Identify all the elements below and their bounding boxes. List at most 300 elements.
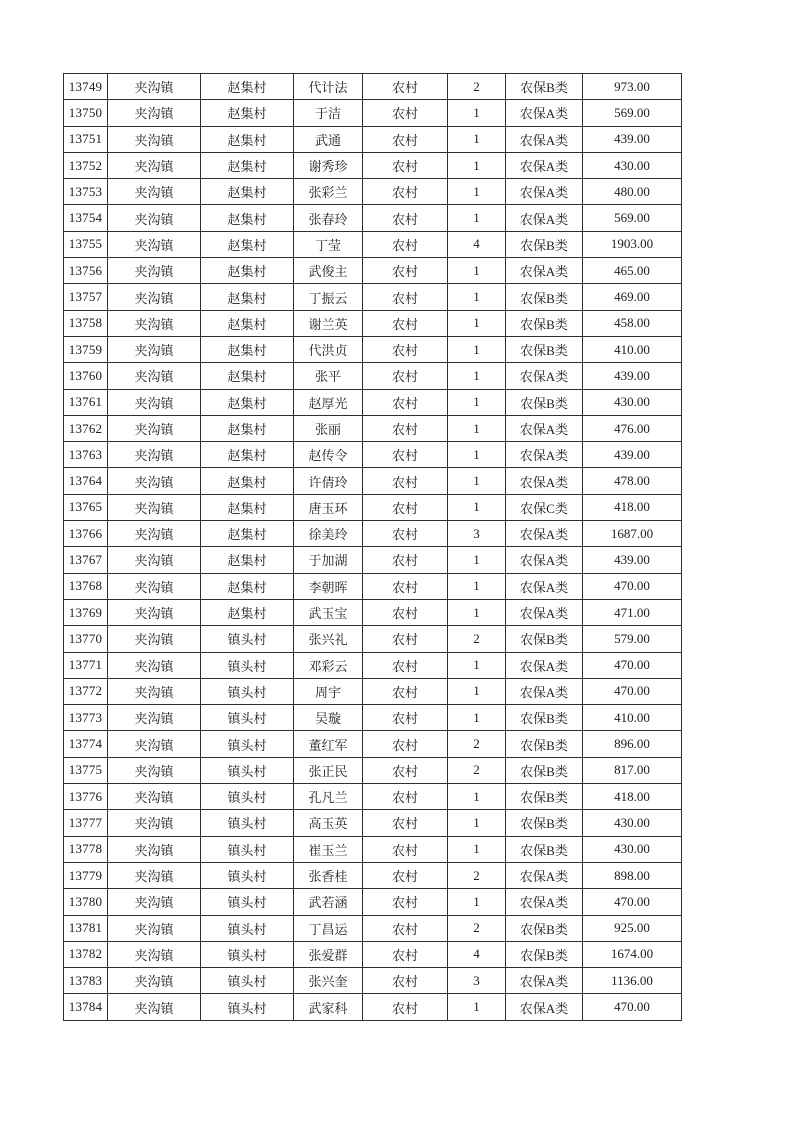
cell-town: 夹沟镇 (108, 284, 201, 310)
cell-town: 夹沟镇 (108, 626, 201, 652)
cell-town: 夹沟镇 (108, 126, 201, 152)
table-row (64, 941, 682, 967)
cell-serial-number: 13762 (64, 415, 108, 441)
cell-residence-type: 农村 (363, 336, 448, 362)
cell-amount: 1903.00 (583, 231, 682, 257)
table-row (64, 889, 682, 915)
cell-person-name: 董红军 (294, 731, 363, 757)
table-row (64, 678, 682, 704)
benefit-roster-table (63, 73, 682, 1021)
cell-town: 夹沟镇 (108, 442, 201, 468)
table-row (64, 599, 682, 625)
table-row (64, 468, 682, 494)
cell-village: 赵集村 (201, 310, 294, 336)
cell-person-count: 1 (448, 363, 506, 389)
cell-person-name: 张香桂 (294, 862, 363, 888)
cell-village: 赵集村 (201, 205, 294, 231)
cell-serial-number: 13784 (64, 994, 108, 1020)
cell-person-count: 1 (448, 442, 506, 468)
cell-person-count: 1 (448, 468, 506, 494)
cell-person-name: 丁振云 (294, 284, 363, 310)
cell-town: 夹沟镇 (108, 258, 201, 284)
cell-residence-type: 农村 (363, 494, 448, 520)
cell-person-name: 武若涵 (294, 889, 363, 915)
cell-serial-number: 13782 (64, 941, 108, 967)
cell-person-name: 武玉宝 (294, 599, 363, 625)
cell-person-count: 4 (448, 941, 506, 967)
table-row (64, 652, 682, 678)
cell-residence-type: 农村 (363, 652, 448, 678)
cell-amount: 410.00 (583, 336, 682, 362)
cell-serial-number: 13753 (64, 179, 108, 205)
cell-person-count: 1 (448, 415, 506, 441)
cell-town: 夹沟镇 (108, 310, 201, 336)
cell-town: 夹沟镇 (108, 389, 201, 415)
cell-serial-number: 13783 (64, 968, 108, 994)
cell-insurance-class: 农保A类 (506, 573, 583, 599)
cell-village: 赵集村 (201, 74, 294, 100)
cell-amount: 418.00 (583, 494, 682, 520)
cell-serial-number: 13774 (64, 731, 108, 757)
cell-insurance-class: 农保B类 (506, 336, 583, 362)
cell-amount: 439.00 (583, 442, 682, 468)
table-row (64, 968, 682, 994)
cell-residence-type: 农村 (363, 547, 448, 573)
cell-person-count: 3 (448, 968, 506, 994)
cell-person-name: 武俊主 (294, 258, 363, 284)
cell-person-count: 3 (448, 521, 506, 547)
cell-residence-type: 农村 (363, 74, 448, 100)
cell-serial-number: 13776 (64, 784, 108, 810)
cell-serial-number: 13758 (64, 310, 108, 336)
cell-town: 夹沟镇 (108, 179, 201, 205)
cell-residence-type: 农村 (363, 994, 448, 1020)
cell-insurance-class: 农保A类 (506, 100, 583, 126)
cell-serial-number: 13780 (64, 889, 108, 915)
cell-person-count: 2 (448, 862, 506, 888)
cell-amount: 579.00 (583, 626, 682, 652)
cell-insurance-class: 农保A类 (506, 126, 583, 152)
cell-town: 夹沟镇 (108, 74, 201, 100)
cell-insurance-class: 农保B类 (506, 705, 583, 731)
cell-serial-number: 13772 (64, 678, 108, 704)
cell-town: 夹沟镇 (108, 889, 201, 915)
table-row (64, 862, 682, 888)
cell-person-name: 张彩兰 (294, 179, 363, 205)
table-row (64, 705, 682, 731)
cell-village: 赵集村 (201, 126, 294, 152)
cell-person-name: 邓彩云 (294, 652, 363, 678)
cell-insurance-class: 农保A类 (506, 968, 583, 994)
cell-amount: 439.00 (583, 363, 682, 389)
cell-village: 镇头村 (201, 915, 294, 941)
cell-residence-type: 农村 (363, 626, 448, 652)
cell-serial-number: 13755 (64, 231, 108, 257)
cell-serial-number: 13760 (64, 363, 108, 389)
cell-person-count: 4 (448, 231, 506, 257)
cell-village: 赵集村 (201, 599, 294, 625)
cell-amount: 430.00 (583, 152, 682, 178)
cell-town: 夹沟镇 (108, 678, 201, 704)
cell-person-count: 1 (448, 836, 506, 862)
cell-person-name: 张爱群 (294, 941, 363, 967)
cell-serial-number: 13779 (64, 862, 108, 888)
cell-village: 赵集村 (201, 336, 294, 362)
cell-insurance-class: 农保B类 (506, 915, 583, 941)
cell-village: 赵集村 (201, 231, 294, 257)
cell-village: 赵集村 (201, 258, 294, 284)
cell-person-count: 1 (448, 678, 506, 704)
cell-person-name: 高玉英 (294, 810, 363, 836)
cell-amount: 476.00 (583, 415, 682, 441)
cell-person-count: 1 (448, 652, 506, 678)
table-row (64, 915, 682, 941)
cell-person-count: 1 (448, 179, 506, 205)
table-row (64, 731, 682, 757)
cell-village: 赵集村 (201, 179, 294, 205)
cell-person-count: 2 (448, 626, 506, 652)
table-row (64, 810, 682, 836)
cell-person-count: 1 (448, 494, 506, 520)
cell-residence-type: 农村 (363, 284, 448, 310)
cell-serial-number: 13757 (64, 284, 108, 310)
cell-person-count: 1 (448, 573, 506, 599)
cell-residence-type: 农村 (363, 915, 448, 941)
cell-person-count: 1 (448, 336, 506, 362)
cell-person-name: 丁昌运 (294, 915, 363, 941)
cell-insurance-class: 农保A类 (506, 363, 583, 389)
cell-person-count: 1 (448, 284, 506, 310)
cell-town: 夹沟镇 (108, 915, 201, 941)
cell-village: 镇头村 (201, 757, 294, 783)
cell-village: 镇头村 (201, 862, 294, 888)
cell-person-count: 1 (448, 810, 506, 836)
table-row (64, 573, 682, 599)
cell-person-count: 1 (448, 100, 506, 126)
table-row (64, 784, 682, 810)
cell-serial-number: 13766 (64, 521, 108, 547)
cell-serial-number: 13778 (64, 836, 108, 862)
cell-person-name: 唐玉环 (294, 494, 363, 520)
cell-serial-number: 13767 (64, 547, 108, 573)
cell-person-name: 谢兰英 (294, 310, 363, 336)
cell-insurance-class: 农保B类 (506, 941, 583, 967)
cell-residence-type: 农村 (363, 231, 448, 257)
cell-town: 夹沟镇 (108, 468, 201, 494)
table-row (64, 994, 682, 1020)
cell-insurance-class: 农保B类 (506, 231, 583, 257)
cell-person-count: 1 (448, 547, 506, 573)
cell-residence-type: 农村 (363, 573, 448, 599)
cell-insurance-class: 农保B类 (506, 389, 583, 415)
cell-serial-number: 13771 (64, 652, 108, 678)
cell-residence-type: 农村 (363, 599, 448, 625)
cell-person-count: 2 (448, 731, 506, 757)
cell-village: 赵集村 (201, 521, 294, 547)
cell-town: 夹沟镇 (108, 968, 201, 994)
cell-insurance-class: 农保A类 (506, 678, 583, 704)
cell-person-name: 赵传令 (294, 442, 363, 468)
cell-person-name: 武通 (294, 126, 363, 152)
cell-insurance-class: 农保B类 (506, 310, 583, 336)
cell-town: 夹沟镇 (108, 731, 201, 757)
cell-insurance-class: 农保A类 (506, 521, 583, 547)
cell-village: 镇头村 (201, 994, 294, 1020)
cell-person-count: 1 (448, 994, 506, 1020)
cell-residence-type: 农村 (363, 968, 448, 994)
table-row (64, 74, 682, 100)
cell-insurance-class: 农保B类 (506, 784, 583, 810)
cell-person-count: 1 (448, 258, 506, 284)
cell-insurance-class: 农保A类 (506, 205, 583, 231)
cell-town: 夹沟镇 (108, 862, 201, 888)
cell-person-count: 2 (448, 915, 506, 941)
cell-village: 镇头村 (201, 889, 294, 915)
table-row (64, 231, 682, 257)
cell-residence-type: 农村 (363, 810, 448, 836)
cell-insurance-class: 农保A类 (506, 652, 583, 678)
cell-serial-number: 13769 (64, 599, 108, 625)
table-row (64, 363, 682, 389)
cell-person-name: 谢秀珍 (294, 152, 363, 178)
cell-residence-type: 农村 (363, 889, 448, 915)
cell-town: 夹沟镇 (108, 205, 201, 231)
cell-amount: 458.00 (583, 310, 682, 336)
cell-amount: 430.00 (583, 389, 682, 415)
cell-town: 夹沟镇 (108, 573, 201, 599)
cell-serial-number: 13763 (64, 442, 108, 468)
cell-insurance-class: 农保B类 (506, 731, 583, 757)
cell-person-count: 1 (448, 599, 506, 625)
cell-amount: 439.00 (583, 547, 682, 573)
cell-insurance-class: 农保A类 (506, 258, 583, 284)
cell-person-name: 许倩玲 (294, 468, 363, 494)
cell-amount: 471.00 (583, 599, 682, 625)
cell-residence-type: 农村 (363, 389, 448, 415)
cell-town: 夹沟镇 (108, 941, 201, 967)
cell-amount: 569.00 (583, 100, 682, 126)
cell-residence-type: 农村 (363, 521, 448, 547)
cell-village: 镇头村 (201, 731, 294, 757)
cell-person-name: 张丽 (294, 415, 363, 441)
cell-person-name: 武家科 (294, 994, 363, 1020)
cell-town: 夹沟镇 (108, 415, 201, 441)
cell-village: 镇头村 (201, 941, 294, 967)
cell-serial-number: 13749 (64, 74, 108, 100)
cell-insurance-class: 农保B类 (506, 810, 583, 836)
cell-town: 夹沟镇 (108, 705, 201, 731)
cell-town: 夹沟镇 (108, 100, 201, 126)
cell-town: 夹沟镇 (108, 231, 201, 257)
table-row (64, 389, 682, 415)
cell-village: 赵集村 (201, 547, 294, 573)
cell-village: 镇头村 (201, 836, 294, 862)
cell-amount: 925.00 (583, 915, 682, 941)
cell-village: 镇头村 (201, 968, 294, 994)
cell-insurance-class: 农保A类 (506, 862, 583, 888)
cell-town: 夹沟镇 (108, 599, 201, 625)
cell-person-count: 1 (448, 152, 506, 178)
table-row (64, 205, 682, 231)
cell-amount: 470.00 (583, 573, 682, 599)
table-row (64, 179, 682, 205)
cell-insurance-class: 农保A类 (506, 415, 583, 441)
cell-serial-number: 13777 (64, 810, 108, 836)
cell-amount: 470.00 (583, 994, 682, 1020)
cell-amount: 973.00 (583, 74, 682, 100)
cell-village: 赵集村 (201, 442, 294, 468)
cell-person-name: 张春玲 (294, 205, 363, 231)
cell-amount: 430.00 (583, 810, 682, 836)
cell-serial-number: 13754 (64, 205, 108, 231)
table-row (64, 626, 682, 652)
cell-person-name: 周宇 (294, 678, 363, 704)
cell-amount: 469.00 (583, 284, 682, 310)
cell-serial-number: 13759 (64, 336, 108, 362)
cell-person-name: 代洪贞 (294, 336, 363, 362)
cell-village: 赵集村 (201, 468, 294, 494)
cell-residence-type: 农村 (363, 442, 448, 468)
cell-village: 镇头村 (201, 810, 294, 836)
cell-town: 夹沟镇 (108, 784, 201, 810)
cell-village: 赵集村 (201, 389, 294, 415)
cell-insurance-class: 农保B类 (506, 284, 583, 310)
cell-serial-number: 13775 (64, 757, 108, 783)
table-row (64, 494, 682, 520)
cell-amount: 1136.00 (583, 968, 682, 994)
cell-insurance-class: 农保A类 (506, 889, 583, 915)
cell-village: 镇头村 (201, 626, 294, 652)
cell-insurance-class: 农保B类 (506, 626, 583, 652)
cell-town: 夹沟镇 (108, 757, 201, 783)
cell-town: 夹沟镇 (108, 810, 201, 836)
cell-amount: 418.00 (583, 784, 682, 810)
cell-amount: 430.00 (583, 836, 682, 862)
cell-person-name: 张平 (294, 363, 363, 389)
cell-amount: 1687.00 (583, 521, 682, 547)
table-row (64, 336, 682, 362)
cell-village: 镇头村 (201, 784, 294, 810)
cell-amount: 410.00 (583, 705, 682, 731)
cell-insurance-class: 农保A类 (506, 994, 583, 1020)
cell-amount: 1674.00 (583, 941, 682, 967)
cell-person-name: 徐美玲 (294, 521, 363, 547)
cell-insurance-class: 农保A类 (506, 468, 583, 494)
cell-village: 赵集村 (201, 100, 294, 126)
cell-insurance-class: 农保B类 (506, 836, 583, 862)
cell-village: 赵集村 (201, 573, 294, 599)
cell-amount: 465.00 (583, 258, 682, 284)
cell-person-count: 1 (448, 889, 506, 915)
cell-amount: 480.00 (583, 179, 682, 205)
cell-person-name: 李朝晖 (294, 573, 363, 599)
cell-amount: 470.00 (583, 889, 682, 915)
cell-person-count: 1 (448, 310, 506, 336)
cell-residence-type: 农村 (363, 310, 448, 336)
cell-residence-type: 农村 (363, 731, 448, 757)
cell-residence-type: 农村 (363, 705, 448, 731)
cell-person-name: 吴璇 (294, 705, 363, 731)
cell-amount: 470.00 (583, 652, 682, 678)
cell-serial-number: 13765 (64, 494, 108, 520)
cell-person-name: 于加湖 (294, 547, 363, 573)
cell-town: 夹沟镇 (108, 521, 201, 547)
cell-person-name: 于洁 (294, 100, 363, 126)
cell-person-count: 1 (448, 389, 506, 415)
cell-serial-number: 13764 (64, 468, 108, 494)
cell-amount: 898.00 (583, 862, 682, 888)
cell-person-count: 1 (448, 126, 506, 152)
cell-residence-type: 农村 (363, 784, 448, 810)
cell-serial-number: 13750 (64, 100, 108, 126)
cell-serial-number: 13756 (64, 258, 108, 284)
cell-residence-type: 农村 (363, 757, 448, 783)
table-body (64, 74, 682, 1021)
cell-insurance-class: 农保B类 (506, 74, 583, 100)
table-row (64, 126, 682, 152)
cell-town: 夹沟镇 (108, 152, 201, 178)
cell-amount: 439.00 (583, 126, 682, 152)
table-row (64, 415, 682, 441)
cell-amount: 817.00 (583, 757, 682, 783)
cell-serial-number: 13773 (64, 705, 108, 731)
cell-residence-type: 农村 (363, 836, 448, 862)
cell-person-count: 2 (448, 757, 506, 783)
cell-person-name: 孔凡兰 (294, 784, 363, 810)
cell-residence-type: 农村 (363, 100, 448, 126)
cell-amount: 896.00 (583, 731, 682, 757)
cell-insurance-class: 农保C类 (506, 494, 583, 520)
cell-residence-type: 农村 (363, 152, 448, 178)
cell-village: 镇头村 (201, 705, 294, 731)
table-row (64, 757, 682, 783)
cell-serial-number: 13770 (64, 626, 108, 652)
table-row (64, 152, 682, 178)
table-row (64, 442, 682, 468)
table-row (64, 100, 682, 126)
cell-person-name: 赵厚光 (294, 389, 363, 415)
cell-insurance-class: 农保A类 (506, 547, 583, 573)
cell-residence-type: 农村 (363, 678, 448, 704)
cell-amount: 478.00 (583, 468, 682, 494)
cell-serial-number: 13751 (64, 126, 108, 152)
cell-village: 赵集村 (201, 284, 294, 310)
cell-insurance-class: 农保A类 (506, 152, 583, 178)
cell-insurance-class: 农保A类 (506, 442, 583, 468)
table-row (64, 547, 682, 573)
cell-person-count: 1 (448, 784, 506, 810)
cell-residence-type: 农村 (363, 415, 448, 441)
cell-village: 赵集村 (201, 494, 294, 520)
table-row (64, 310, 682, 336)
cell-residence-type: 农村 (363, 941, 448, 967)
cell-insurance-class: 农保A类 (506, 179, 583, 205)
cell-person-name: 张兴礼 (294, 626, 363, 652)
cell-town: 夹沟镇 (108, 547, 201, 573)
cell-residence-type: 农村 (363, 179, 448, 205)
cell-residence-type: 农村 (363, 126, 448, 152)
cell-person-count: 1 (448, 205, 506, 231)
cell-person-name: 张兴奎 (294, 968, 363, 994)
cell-serial-number: 13761 (64, 389, 108, 415)
cell-person-name: 丁莹 (294, 231, 363, 257)
cell-town: 夹沟镇 (108, 363, 201, 389)
cell-person-name: 代计法 (294, 74, 363, 100)
cell-town: 夹沟镇 (108, 994, 201, 1020)
cell-residence-type: 农村 (363, 205, 448, 231)
cell-serial-number: 13768 (64, 573, 108, 599)
cell-village: 赵集村 (201, 152, 294, 178)
